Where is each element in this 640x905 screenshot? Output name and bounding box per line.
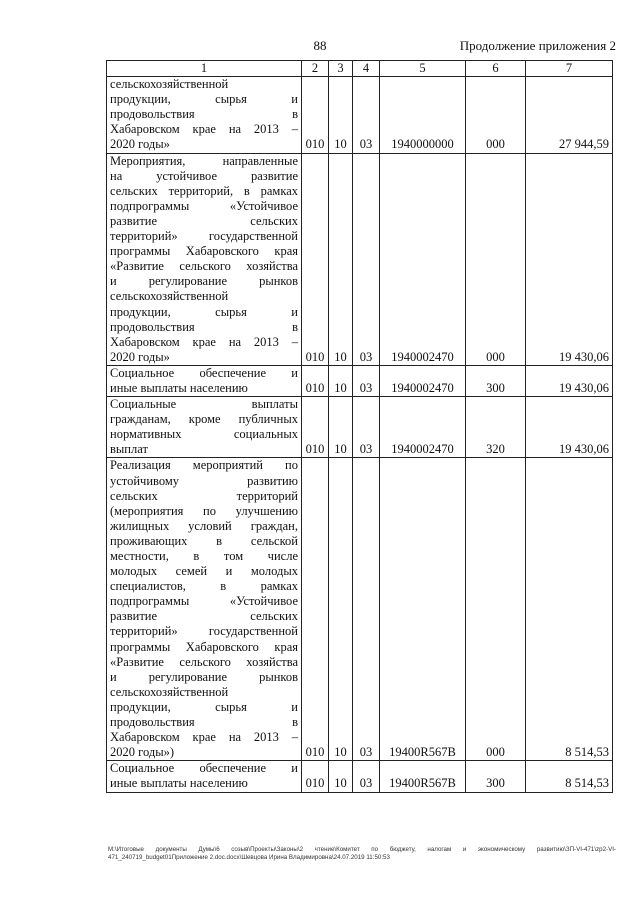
expense-type-cell: 300 <box>466 761 526 792</box>
target-article-cell: 19400R567B <box>380 458 466 761</box>
section-cell: 10 <box>329 77 353 153</box>
amount-cell: 19 430,06 <box>526 365 613 396</box>
row-name-cell <box>107 761 302 792</box>
row-name-line: иные выплаты населению <box>110 380 248 395</box>
row-name-line: и регулирование рынков <box>110 274 298 289</box>
subsection-cell: 03 <box>353 153 380 365</box>
row-name-line: территорий» государственной <box>110 229 298 244</box>
subsection-cell: 03 <box>353 365 380 396</box>
table-row <box>107 761 613 792</box>
section-cell: 10 <box>329 153 353 365</box>
row-name-line: гражданам, кроме публичных <box>110 412 298 427</box>
row-name-line: выплат <box>110 442 148 457</box>
subsection-cell: 03 <box>353 397 380 458</box>
row-name-line: Социальные выплаты <box>110 397 298 412</box>
row-name-line: продовольствия в <box>110 107 298 122</box>
amount-cell: 19 430,06 <box>526 397 613 458</box>
row-name-line: на устойчивое развитие <box>110 168 298 183</box>
expense-type-cell: 320 <box>466 397 526 458</box>
row-name-line: сельских территорий <box>110 488 298 503</box>
subsection-cell: 03 <box>353 77 380 153</box>
row-name-line: сельскохозяйственной <box>110 289 229 304</box>
expense-type-cell: 000 <box>466 153 526 365</box>
row-name-line: жилищных условий граждан, <box>110 518 298 533</box>
amount-cell: 8 514,53 <box>526 761 613 792</box>
row-name-line: Хабаровском крае на 2013 – <box>110 334 298 349</box>
column-header: 6 <box>466 61 526 77</box>
row-name-line: и регулирование рынков <box>110 669 298 684</box>
section-cell: 10 <box>329 397 353 458</box>
page-number: 88 <box>313 38 327 53</box>
row-name-line: Хабаровском крае на 2013 – <box>110 730 298 745</box>
amount-cell: 19 430,06 <box>526 153 613 365</box>
target-article-cell: 1940000000 <box>380 77 466 153</box>
table-header-row <box>107 61 613 77</box>
row-name-line: сельскохозяйственной <box>110 684 229 699</box>
row-name-line: развитие сельских <box>110 609 298 624</box>
document-path-footer: М:\Итоговые документы Думы\6 созыв\Проекты\Законы\2 чтение\Комитет по бюджету, налогам и экономическому развитию\ЗП-VI-471\zp2-VI-471_240719_budget01Приложение 2.doc.docx\Шевцова Ирина Владимировна\24.07.2019 11:50:53 <box>108 846 616 861</box>
budget-table <box>106 60 613 793</box>
section-cell: 10 <box>329 761 353 792</box>
target-article-cell: 19400R567B <box>380 761 466 792</box>
code-cell: 010 <box>302 365 329 396</box>
row-name-line: нормативных социальных <box>110 427 298 442</box>
row-name-line: устойчивому развитию <box>110 473 298 488</box>
table-row <box>107 365 613 396</box>
column-header: 3 <box>329 61 353 77</box>
column-header: 4 <box>353 61 380 77</box>
table-row <box>107 458 613 761</box>
row-name-line: Реализация мероприятий по <box>110 458 298 473</box>
row-name-line: программы Хабаровского края <box>110 244 298 259</box>
expense-type-cell: 000 <box>466 77 526 153</box>
row-name-line: Социальное обеспечение и <box>110 365 298 380</box>
table-row <box>107 397 613 458</box>
row-name-cell <box>107 153 302 365</box>
row-name-line: специалистов, в рамках <box>110 579 298 594</box>
row-name-cell <box>107 77 302 153</box>
row-name-line: молодых семей и молодых <box>110 564 298 579</box>
row-name-line: 2020 годы» <box>110 349 170 364</box>
code-cell: 010 <box>302 458 329 761</box>
code-cell: 010 <box>302 153 329 365</box>
code-cell: 010 <box>302 77 329 153</box>
row-name-line: «Развитие сельского хозяйства <box>110 259 298 274</box>
column-header: 1 <box>107 61 302 77</box>
row-name-line: подпрограммы «Устойчивое <box>110 594 298 609</box>
row-name-line: продукции, сырья и <box>110 92 298 107</box>
amount-cell: 27 944,59 <box>526 77 613 153</box>
row-name-cell <box>107 458 302 761</box>
row-name-line: программы Хабаровского края <box>110 639 298 654</box>
row-name-line: проживающих в сельской <box>110 533 298 548</box>
code-cell: 010 <box>302 761 329 792</box>
continuation-label: Продолжение приложения 2 <box>459 38 616 53</box>
row-name-line: территорий» государственной <box>110 624 298 639</box>
column-header: 5 <box>380 61 466 77</box>
column-header: 2 <box>302 61 329 77</box>
row-name-line: «Развитие сельского хозяйства <box>110 654 298 669</box>
subsection-cell: 03 <box>353 761 380 792</box>
row-name-line: развитие сельских <box>110 213 298 228</box>
row-name-line: продукции, сырья и <box>110 699 298 714</box>
row-name-line: продукции, сырья и <box>110 304 298 319</box>
subsection-cell: 03 <box>353 458 380 761</box>
table-row <box>107 77 613 153</box>
section-cell: 10 <box>329 365 353 396</box>
row-name-line: 2020 годы» <box>110 137 170 152</box>
row-name-cell <box>107 397 302 458</box>
column-header: 7 <box>526 61 613 77</box>
target-article-cell: 1940002470 <box>380 153 466 365</box>
target-article-cell: 1940002470 <box>380 397 466 458</box>
row-name-line: иные выплаты населению <box>110 776 248 791</box>
row-name-line: продовольствия в <box>110 715 298 730</box>
row-name-line: 2020 годы») <box>110 745 175 760</box>
expense-type-cell: 000 <box>466 458 526 761</box>
code-cell: 010 <box>302 397 329 458</box>
row-name-line: сельских территорий, в рамках <box>110 183 298 198</box>
row-name-line: (мероприятия по улучшению <box>110 503 298 518</box>
section-cell: 10 <box>329 458 353 761</box>
row-name-line: продовольствия в <box>110 319 298 334</box>
amount-cell: 8 514,53 <box>526 458 613 761</box>
row-name-line: Хабаровском крае на 2013 – <box>110 122 298 137</box>
target-article-cell: 1940002470 <box>380 365 466 396</box>
expense-type-cell: 300 <box>466 365 526 396</box>
row-name-line: Социальное обеспечение и <box>110 761 298 776</box>
row-name-line: сельскохозяйственной <box>110 77 229 92</box>
row-name-cell <box>107 365 302 396</box>
row-name-line: подпрограммы «Устойчивое <box>110 198 298 213</box>
table-row <box>107 153 613 365</box>
row-name-line: Мероприятия, направленные <box>110 153 298 168</box>
row-name-line: местности, в том числе <box>110 549 298 563</box>
